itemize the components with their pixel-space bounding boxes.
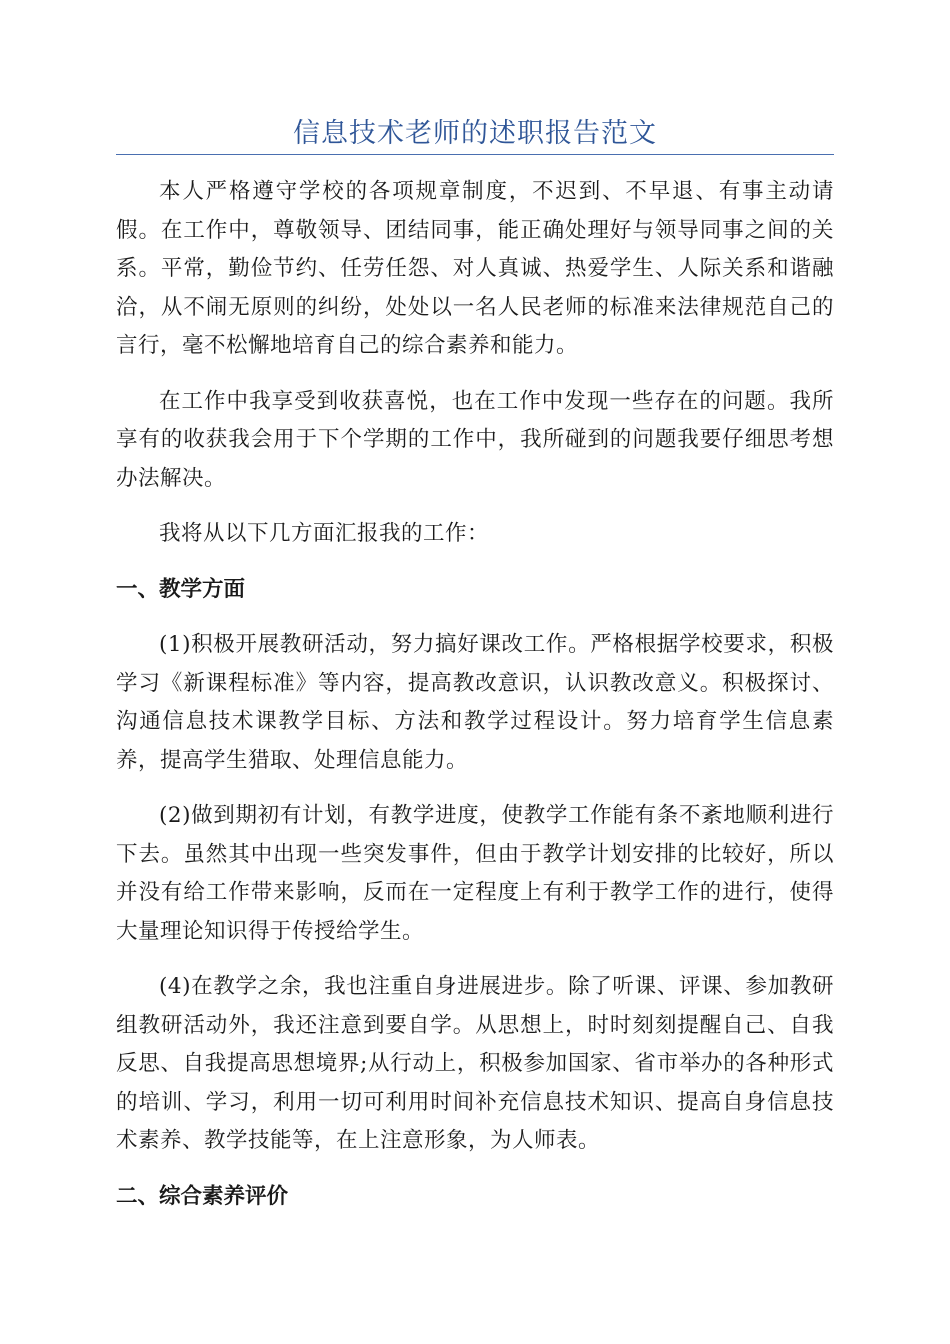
title-underline xyxy=(116,154,834,155)
section-heading-evaluation: 二、综合素养评价 xyxy=(116,1183,289,1209)
paragraph-reflection: 在工作中我享受到收获喜悦，也在工作中发现一些存在的问题。我所享有的收获我会用于下个学期的工作中，我所碰到的问题我要仔细思考想办法解决。 xyxy=(116,388,834,491)
paragraph-intro: 本人严格遵守学校的各项规章制度，不迟到、不早退、有事主动请假。在工作中，尊敬领导、团结同事，能正确处理好与领导同事之间的关系。平常，勤俭节约、任劳任怨、对人真诚、热爱学生、人际关系和谐融洽，从不闹无原则的纠纷，处处以一名人民老师的标准来法律规范自己的言行，毫不松懈地培育自己的综合素养和能力。 xyxy=(116,179,834,358)
section-heading-teaching: 一、教学方面 xyxy=(116,576,246,602)
paragraph-teaching-1: (1)积极开展教研活动，努力搞好课改工作。严格根据学校要求，积极学习《新课程标准》等内容，提高教改意识，认识教改意义。积极探讨、沟通信息技术课教学目标、方法和教学过程设计。努力培育学生信息素养，提高学生猎取、处理信息能力。 xyxy=(116,632,834,773)
document-body xyxy=(116,173,834,1233)
paragraph-teaching-2: (2)做到期初有计划，有教学进度，使教学工作能有条不紊地顺利进行下去。虽然其中出现一些突发事件，但由于教学计划安排的比较好，所以并没有给工作带来影响，反而在一定程度上有利于教学工作的进行，使得大量理论知识得于传授给学生。 xyxy=(116,803,834,944)
document-title: 信息技术老师的述职报告范文 xyxy=(293,118,657,149)
paragraph-outline: 我将从以下几方面汇报我的工作： xyxy=(159,521,490,546)
paragraph-teaching-4: (4)在教学之余，我也注重自身进展进步。除了听课、评课、参加教研组教研活动外，我还注意到要自学。从思想上，时时刻刻提醒自己、自我反思、自我提高思想境界;从行动上，积极参加国家、省市举办的各种形式的培训、学习，利用一切可利用时间补充信息技术知识、提高自身信息技术素养、教学技能等，在上注意形象，为人师表。 xyxy=(116,974,834,1153)
